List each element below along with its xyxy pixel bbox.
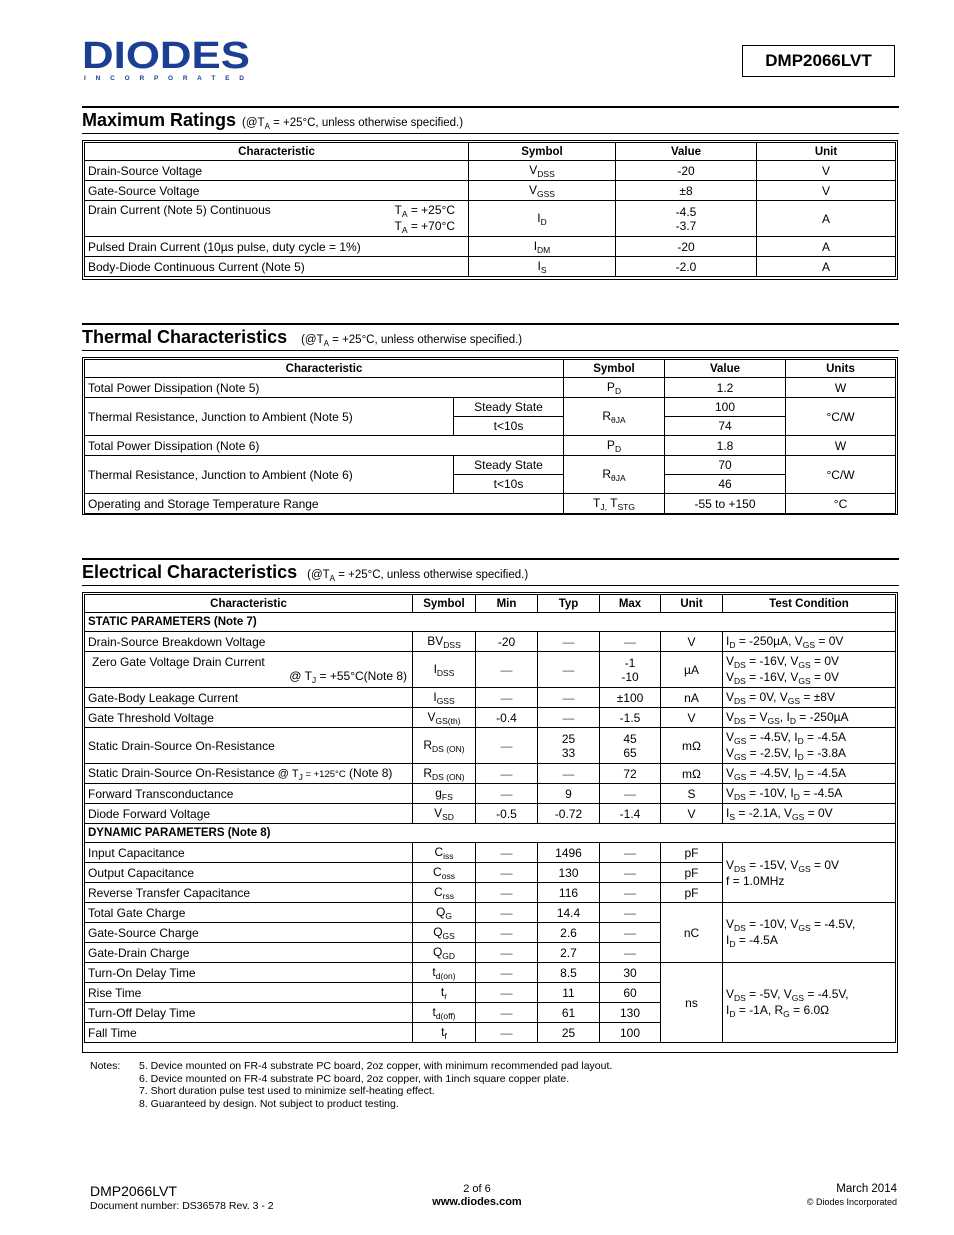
cell-typ: 130 xyxy=(538,863,600,883)
cell-min: — xyxy=(476,903,538,923)
cell-max: 72 xyxy=(600,764,661,784)
cell-characteristic: Turn-On Delay Time xyxy=(85,963,413,983)
cell-test-condition: $V_{DS} = -15V$, $V_{GS} = 0V$ f = 1.0MHz xyxy=(723,843,896,903)
table-row xyxy=(85,708,896,728)
footer-copyright: © Diodes Incorporated xyxy=(806,1197,897,1207)
col-header: Unit xyxy=(757,143,896,161)
table-row xyxy=(85,688,896,708)
cell-characteristic: Thermal Resistance, Junction to Ambient (Note 6) xyxy=(85,456,454,494)
cell-test-condition: $V_{DS} = -16V$, $V_{GS} = 0V$ $V_{DS} = -16V$, $V_{GS} = 0V$ xyxy=(723,652,896,688)
logo-subtext: I N C O R P O R A T E D xyxy=(84,75,244,82)
cell-characteristic: Fall Time xyxy=(85,1023,413,1043)
cell-characteristic: Pulsed Drain Current (10µs pulse, duty cycle = 1%) xyxy=(85,237,469,257)
cell-typ: 61 xyxy=(538,1003,600,1023)
electrical-table xyxy=(82,592,898,1053)
cell-symbol: $Q_{GD}$ xyxy=(413,943,476,963)
table-row xyxy=(85,436,896,456)
footer-part: DMP2066LVT xyxy=(90,1183,177,1199)
cell-max: — xyxy=(600,632,661,652)
cell-max: 100 xyxy=(600,1023,661,1043)
cell-symbol: $g_{FS}$ xyxy=(413,784,476,804)
cell-symbol: $V_{DSS}$ xyxy=(469,161,616,181)
cell-unit: S xyxy=(661,784,723,804)
table-row xyxy=(85,398,896,417)
cell-test-condition: $I_D = -250\mu A$, $V_{GS} = 0V$ xyxy=(723,632,896,652)
cell-unit: °C xyxy=(786,494,896,514)
col-header: Symbol xyxy=(469,143,616,161)
section-note: ($@T_A = +25^\circ C$, unless otherwise specified.) xyxy=(301,334,523,348)
cell-min: — xyxy=(476,764,538,784)
cell-symbol: $V_{SD}$ xyxy=(413,804,476,824)
cell-max: 60 xyxy=(600,983,661,1003)
cell-value: 74 xyxy=(665,417,786,436)
cell-max: ±100 xyxy=(600,688,661,708)
table-row xyxy=(85,632,896,652)
cell-unit: °C/W xyxy=(786,456,896,494)
cell-characteristic: Drain-Source Voltage xyxy=(85,161,469,181)
cell-min: — xyxy=(476,652,538,688)
note-item: 8. Guaranteed by design. Not subject to product testing. xyxy=(139,1097,399,1110)
cell-unit: pF xyxy=(661,843,723,863)
cell-typ: — xyxy=(538,764,600,784)
cell-symbol: $P_D$ xyxy=(564,378,665,398)
max-ratings-heading xyxy=(82,110,463,131)
footer-doc-number: Document number: DS36578 Rev. 3 - 2 xyxy=(90,1200,274,1212)
cell-value: -2.0 xyxy=(616,257,757,277)
cell-min: — xyxy=(476,883,538,903)
max-ratings-table xyxy=(82,140,898,280)
note-item: 7. Short duration pulse test used to minimize self-heating effect. xyxy=(139,1085,435,1097)
cell-characteristic: Thermal Resistance, Junction to Ambient (Note 5) xyxy=(85,398,454,436)
cell-characteristic: Output Capacitance xyxy=(85,863,413,883)
cell-symbol: $P_D$ xyxy=(564,436,665,456)
cell-typ: 9 xyxy=(538,784,600,804)
cell-characteristic: Total Power Dissipation (Note 5) xyxy=(85,378,564,398)
col-header: Characteristic xyxy=(85,360,564,378)
section-rule xyxy=(82,585,899,586)
table-row xyxy=(85,456,896,475)
cell-symbol: $C_{rss}$ xyxy=(413,883,476,903)
cell-unit: nC xyxy=(661,903,723,963)
cell-max: -1.4 xyxy=(600,804,661,824)
cell-condition: Steady State xyxy=(454,398,564,417)
cell-symbol: $I_{DM}$ xyxy=(469,237,616,257)
cell-unit: V xyxy=(661,708,723,728)
group-row xyxy=(85,613,896,632)
cell-characteristic: Static Drain-Source On-Resistance @ $T_J = +125^\circ C$ (Note 8) xyxy=(85,764,413,784)
section-rule xyxy=(82,558,899,560)
col-header: Typ xyxy=(538,595,600,613)
table-header-row xyxy=(85,143,896,161)
footer-date: March 2014 xyxy=(836,1183,897,1195)
cell-min: — xyxy=(476,784,538,804)
cell-characteristic: Drain-Source Breakdown Voltage xyxy=(85,632,413,652)
cell-typ: — xyxy=(538,708,600,728)
cell-characteristic: Gate-Source Voltage xyxy=(85,181,469,201)
cell-value: -20 xyxy=(616,237,757,257)
table-row xyxy=(85,804,896,824)
cell-unit: A xyxy=(757,237,896,257)
thermal-heading xyxy=(82,327,522,348)
cell-symbol: $t_r$ xyxy=(413,983,476,1003)
cell-unit: pF xyxy=(661,863,723,883)
cell-value: 100 xyxy=(665,398,786,417)
cell-characteristic: Operating and Storage Temperature Range xyxy=(85,494,564,514)
cell-characteristic: Input Capacitance xyxy=(85,843,413,863)
cell-min: — xyxy=(476,1003,538,1023)
section-note: ($@T_A = +25^\circ C$, unless otherwise specified.) xyxy=(307,569,529,583)
cell-characteristic: Gate-Drain Charge xyxy=(85,943,413,963)
table-row xyxy=(85,201,896,237)
cell-value: 1.2 xyxy=(665,378,786,398)
cell-max: 45 65 xyxy=(600,728,661,764)
cell-unit: °C/W xyxy=(786,398,896,436)
cell-max: — xyxy=(600,943,661,963)
cell-test-condition: $I_S = -2.1A$, $V_{GS} = 0V$ xyxy=(723,804,896,824)
diodes-logo xyxy=(82,40,252,82)
cell-characteristic: Gate Threshold Voltage xyxy=(85,708,413,728)
cell-characteristic: Gate-Source Charge xyxy=(85,923,413,943)
cell-symbol: $R_{DS (ON)}$ xyxy=(413,764,476,784)
cell-typ: 2.6 xyxy=(538,923,600,943)
cell-typ: 25 xyxy=(538,1023,600,1043)
table-row xyxy=(85,181,896,201)
cell-value: 70 xyxy=(665,456,786,475)
logo-wordmark: DIODES xyxy=(82,40,250,77)
cell-test-condition: $V_{DS} = 0V$, $V_{GS} = \pm 8V$ xyxy=(723,688,896,708)
cell-min: -20 xyxy=(476,632,538,652)
cell-test-condition: $V_{DS} = -10V$, $I_D = -4.5A$ xyxy=(723,784,896,804)
cell-characteristic: Static Drain-Source On-Resistance xyxy=(85,728,413,764)
cell-typ: 11 xyxy=(538,983,600,1003)
cell-unit: A xyxy=(757,201,896,237)
cell-characteristic: Body-Diode Continuous Current (Note 5) xyxy=(85,257,469,277)
cell-value: -55 to +150 xyxy=(665,494,786,514)
cell-value: 1.8 xyxy=(665,436,786,456)
cell-min: — xyxy=(476,963,538,983)
cell-test-condition: $V_{DS} = -10V$, $V_{GS} = -4.5V$, $I_D = -4.5A$ xyxy=(723,903,896,963)
table-header-row xyxy=(85,595,896,613)
cell-symbol: $I_S$ xyxy=(469,257,616,277)
cell-symbol: $BV_{DSS}$ xyxy=(413,632,476,652)
cell-min: — xyxy=(476,943,538,963)
table-row xyxy=(85,963,896,983)
cell-characteristic: Total Gate Charge xyxy=(85,903,413,923)
table-row xyxy=(85,903,896,923)
cell-condition: t<10s xyxy=(454,475,564,494)
cell-typ: — xyxy=(538,632,600,652)
cell-test-condition: $V_{GS} = -4.5V$, $I_D = -4.5A$ xyxy=(723,764,896,784)
cell-characteristic: Total Power Dissipation (Note 6) xyxy=(85,436,564,456)
cell-test-condition: $V_{DS} = V_{GS}$, $I_D = -250\mu A$ xyxy=(723,708,896,728)
col-header: Symbol xyxy=(413,595,476,613)
cell-symbol: $t_f$ xyxy=(413,1023,476,1043)
condition-line: $T_A = +70^\circ C$ xyxy=(394,218,455,235)
section-title: Maximum Ratings xyxy=(82,110,237,130)
col-header: Min xyxy=(476,595,538,613)
cell-typ: 2.7 xyxy=(538,943,600,963)
cell-unit: V xyxy=(757,181,896,201)
note-item: 5. Device mounted on FR-4 substrate PC board, 2oz copper, with minimum recommended pad layout. xyxy=(139,1060,613,1072)
cell-unit: V xyxy=(757,161,896,181)
table-row xyxy=(85,764,896,784)
cell-characteristic: Diode Forward Voltage xyxy=(85,804,413,824)
section-rule xyxy=(82,350,899,351)
group-label: DYNAMIC PARAMETERS (Note 8) xyxy=(85,824,896,843)
condition-line: $T_A = +25^\circ C$ xyxy=(394,202,455,219)
cell-test-condition: $V_{GS} = -4.5V$, $I_D = -4.5A$ $V_{GS} = -2.5V$, $I_D = -3.8A$ xyxy=(723,728,896,764)
cell-condition: Steady State xyxy=(454,456,564,475)
cell-unit: V xyxy=(661,804,723,824)
cell-min: — xyxy=(476,863,538,883)
cell-unit: V xyxy=(661,632,723,652)
col-header: Test Condition xyxy=(723,595,896,613)
cell-characteristic: Gate-Body Leakage Current xyxy=(85,688,413,708)
table-row xyxy=(85,652,896,688)
cell-symbol: $I_{GSS}$ xyxy=(413,688,476,708)
cell-symbol: $C_{oss}$ xyxy=(413,863,476,883)
col-header: Value xyxy=(665,360,786,378)
notes-label: Notes: xyxy=(90,1060,121,1072)
table-row xyxy=(85,378,896,398)
section-note: ($@T_A = +25^\circ C$, unless otherwise specified.) xyxy=(242,117,464,131)
cell-max: 130 xyxy=(600,1003,661,1023)
cell-min: — xyxy=(476,843,538,863)
section-title: Electrical Characteristics xyxy=(82,562,298,582)
cell-min: — xyxy=(476,1023,538,1043)
cell-characteristic: Rise Time xyxy=(85,983,413,1003)
cell-symbol: $t_{d(on)}$ xyxy=(413,963,476,983)
cell-typ: 8.5 xyxy=(538,963,600,983)
cell-typ: 14.4 xyxy=(538,903,600,923)
table-header-row xyxy=(85,360,896,378)
note-item: 6. Device mounted on FR-4 substrate PC board, 2oz copper, with 1inch square copper plate. xyxy=(139,1072,570,1085)
cell-max: — xyxy=(600,863,661,883)
col-header: Unit xyxy=(661,595,723,613)
table-row xyxy=(85,843,896,863)
cell-unit: mΩ xyxy=(661,728,723,764)
cell-symbol: $t_{d(off)}$ xyxy=(413,1003,476,1023)
cell-unit: mΩ xyxy=(661,764,723,784)
cell-min: -0.4 xyxy=(476,708,538,728)
table-row xyxy=(85,237,896,257)
cell-value: -4.5 -3.7 xyxy=(616,201,757,237)
cell-characteristic: Reverse Transfer Capacitance xyxy=(85,883,413,903)
cell-symbol: $I_{DSS}$ xyxy=(413,652,476,688)
cell-value: 46 xyxy=(665,475,786,494)
cell-min: — xyxy=(476,688,538,708)
cell-symbol: $R_{\theta JA}$ xyxy=(564,456,665,494)
cell-min: — xyxy=(476,983,538,1003)
electrical-heading xyxy=(82,562,528,583)
table-row xyxy=(85,161,896,181)
cell-max: -1.5 xyxy=(600,708,661,728)
table-row xyxy=(85,784,896,804)
cell-unit: µA xyxy=(661,652,723,688)
thermal-table xyxy=(82,357,898,515)
table-row xyxy=(85,257,896,277)
cell-min: — xyxy=(476,923,538,943)
notes-list xyxy=(139,1060,612,1110)
col-header: Units xyxy=(786,360,896,378)
col-header: Value xyxy=(616,143,757,161)
cell-typ: 25 33 xyxy=(538,728,600,764)
cell-test-condition: $V_{DS} = -5V$, $V_{GS} = -4.5V$, $I_D = -1A$, $R_G = 6.0\Omega$ xyxy=(723,963,896,1043)
section-rule xyxy=(82,323,899,325)
cell-unit: A xyxy=(757,257,896,277)
cell-symbol: $Q_{GS}$ xyxy=(413,923,476,943)
col-header: Characteristic xyxy=(85,595,413,613)
cell-typ: — xyxy=(538,688,600,708)
cell-symbol: $I_D$ xyxy=(469,201,616,237)
cell-symbol: $Q_G$ xyxy=(413,903,476,923)
cell-unit: W xyxy=(786,378,896,398)
col-header: Characteristic xyxy=(85,143,469,161)
cell-min: — xyxy=(476,728,538,764)
cell-characteristic: Drain Current (Note 5) Continuous $T_A = +25^\circ C$ $T_A = +70^\circ C$ xyxy=(85,201,469,237)
cell-value: -20 xyxy=(616,161,757,181)
cell-characteristic: Turn-Off Delay Time xyxy=(85,1003,413,1023)
cell-max: 30 xyxy=(600,963,661,983)
part-number-box: DMP2066LVT xyxy=(742,45,895,77)
cell-condition: t<10s xyxy=(454,417,564,436)
footer-right xyxy=(807,1183,897,1207)
section-title: Thermal Characteristics xyxy=(82,327,288,347)
footer-url[interactable]: www.diodes.com xyxy=(432,1196,522,1208)
cell-typ: — xyxy=(538,652,600,688)
cell-max: — xyxy=(600,883,661,903)
cell-unit: pF xyxy=(661,883,723,903)
cell-value: ±8 xyxy=(616,181,757,201)
cell-symbol: $C_{iss}$ xyxy=(413,843,476,863)
cell-max: — xyxy=(600,784,661,804)
cell-unit: ns xyxy=(661,963,723,1043)
cell-symbol: $T_{J,}$ $T_{STG}$ xyxy=(564,494,665,514)
cell-typ: 116 xyxy=(538,883,600,903)
cell-max: -1 -10 xyxy=(600,652,661,688)
cell-symbol: $R_{\theta JA}$ xyxy=(564,398,665,436)
cell-max: — xyxy=(600,903,661,923)
table-row xyxy=(85,728,896,764)
footer-page: 2 of 6 xyxy=(463,1183,491,1195)
cell-characteristic: Zero Gate Voltage Drain Current @ $T_J$ = +55°C(Note 8) xyxy=(85,652,413,688)
cell-min: -0.5 xyxy=(476,804,538,824)
cell-symbol: $V_{GS(th)}$ xyxy=(413,708,476,728)
section-rule xyxy=(82,106,899,108)
table-row xyxy=(85,494,896,514)
cell-typ: -0.72 xyxy=(538,804,600,824)
cell-unit: W xyxy=(786,436,896,456)
cell-unit: nA xyxy=(661,688,723,708)
cell-characteristic: Forward Transconductance xyxy=(85,784,413,804)
cell-max: — xyxy=(600,843,661,863)
cell-symbol: $R_{DS (ON)}$ xyxy=(413,728,476,764)
cell-typ: 1496 xyxy=(538,843,600,863)
col-header: Symbol xyxy=(564,360,665,378)
group-label: STATIC PARAMETERS (Note 7) xyxy=(85,613,896,632)
col-header: Max xyxy=(600,595,661,613)
cell-max: — xyxy=(600,923,661,943)
group-row xyxy=(85,824,896,843)
cell-symbol: $V_{GSS}$ xyxy=(469,181,616,201)
section-rule xyxy=(82,133,899,134)
